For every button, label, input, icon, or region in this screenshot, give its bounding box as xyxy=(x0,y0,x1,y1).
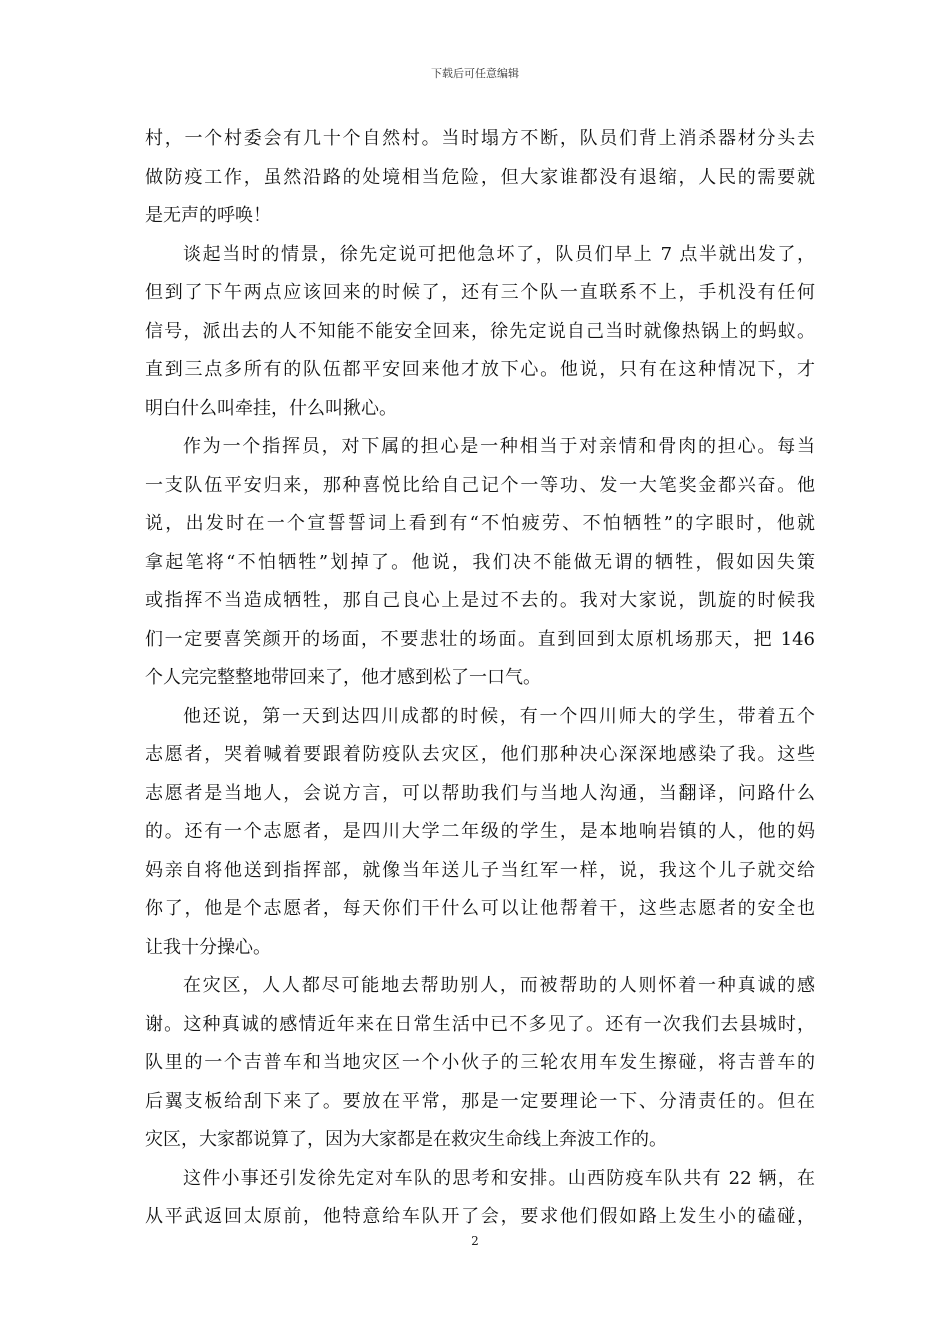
text-line: 或指挥不当造成牺牲，那自己良心上是过不去的。我对大家说，凯旋的时候我 xyxy=(145,590,815,611)
text-line: 说，出发时在一个宣誓誓词上看到有“不怕疲劳、不怕牺牲”的字眼时，他就 xyxy=(145,513,815,534)
text-line: 这件小事还引发徐先定对车队的思考和安排。山西防疫车队共有 22 辆，在 xyxy=(183,1167,815,1189)
text-line: 作为一个指挥员，对下属的担心是一种相当于对亲情和骨肉的担心。每当 xyxy=(183,436,815,457)
text-line: 谢。这种真诚的感情近年来在日常生活中已不多见了。还有一次我们去县城时， xyxy=(145,1013,815,1035)
text-line: 志愿者，哭着喊着要跟着防疫队去灾区，他们那种决心深深地感染了我。这些 xyxy=(145,744,815,765)
text-line: 村，一个村委会有几十个自然村。当时塌方不断，队员们背上消杀器材分头去 xyxy=(145,128,815,149)
text-line: 谈起当时的情景，徐先定说可把他急坏了，队员们早上 7 点半就出发了， xyxy=(183,243,815,265)
text-line: 拿起笔将“不怕牺牲”划掉了。他说，我们决不能做无谓的牺牲，假如因失策 xyxy=(145,551,815,573)
text-line: 做防疫工作，虽然沿路的处境相当危险，但大家谁都没有退缩，人民的需要就 xyxy=(145,166,815,188)
page-header: 下载后可任意编辑 xyxy=(431,67,519,80)
text-line: 直到三点多所有的队伍都平安回来他才放下心。他说，只有在这种情况下，才 xyxy=(145,359,815,380)
text-line: 让我十分操心。 xyxy=(145,936,271,958)
text-line: 但到了下午两点应该回来的时候了，还有三个队一直联系不上，手机没有任何 xyxy=(145,282,815,303)
text-line: 一支队伍平安归来，那种喜悦比给自己记个一等功、发一大笔奖金都兴奋。他 xyxy=(145,474,815,496)
text-line: 在灾区，人人都尽可能地去帮助别人，而被帮助的人则怀着一种真诚的感 xyxy=(183,975,815,996)
text-line: 是无声的呼唤！ xyxy=(145,205,271,226)
text-line: 们一定要喜笑颜开的场面，不要悲壮的场面。直到回到太原机场那天，把 146 xyxy=(145,628,815,650)
text-line: 从平武返回太原前，他特意给车队开了会，要求他们假如路上发生小的磕碰， xyxy=(145,1206,815,1227)
text-line: 个人完完整整地带回来了，他才感到松了一口气。 xyxy=(145,667,541,688)
body-text xyxy=(145,120,815,1237)
text-line: 明白什么叫牵挂，什么叫揪心。 xyxy=(145,397,397,419)
page-number: 2 xyxy=(471,1234,479,1248)
text-line: 后翼支板给刮下来了。要放在平常，那是一定要理论一下、分清责任的。但在 xyxy=(145,1090,815,1112)
text-line: 队里的一个吉普车和当地灾区一个小伙子的三轮农用车发生擦碰，将吉普车的 xyxy=(145,1052,815,1073)
text-line: 他还说，第一天到达四川成都的时候，有一个四川师大的学生，带着五个 xyxy=(183,705,815,727)
text-line: 灾区，大家都说算了，因为大家都是在救灾生命线上奔波工作的。 xyxy=(145,1129,667,1150)
text-line: 你了，他是个志愿者，每天你们干什么可以让他帮着干，这些志愿者的安全也 xyxy=(145,898,815,919)
text-line: 志愿者是当地人，会说方言，可以帮助我们与当地人沟通，当翻译，问路什么 xyxy=(145,782,815,804)
text-line: 的。还有一个志愿者，是四川大学二年级的学生，是本地响岩镇的人，他的妈 xyxy=(145,821,815,842)
text-line: 妈亲自将他送到指挥部，就像当年送儿子当红军一样，说，我这个儿子就交给 xyxy=(145,859,815,881)
text-line: 信号，派出去的人不知能不能安全回来，徐先定说自己当时就像热锅上的蚂蚁。 xyxy=(145,320,815,342)
